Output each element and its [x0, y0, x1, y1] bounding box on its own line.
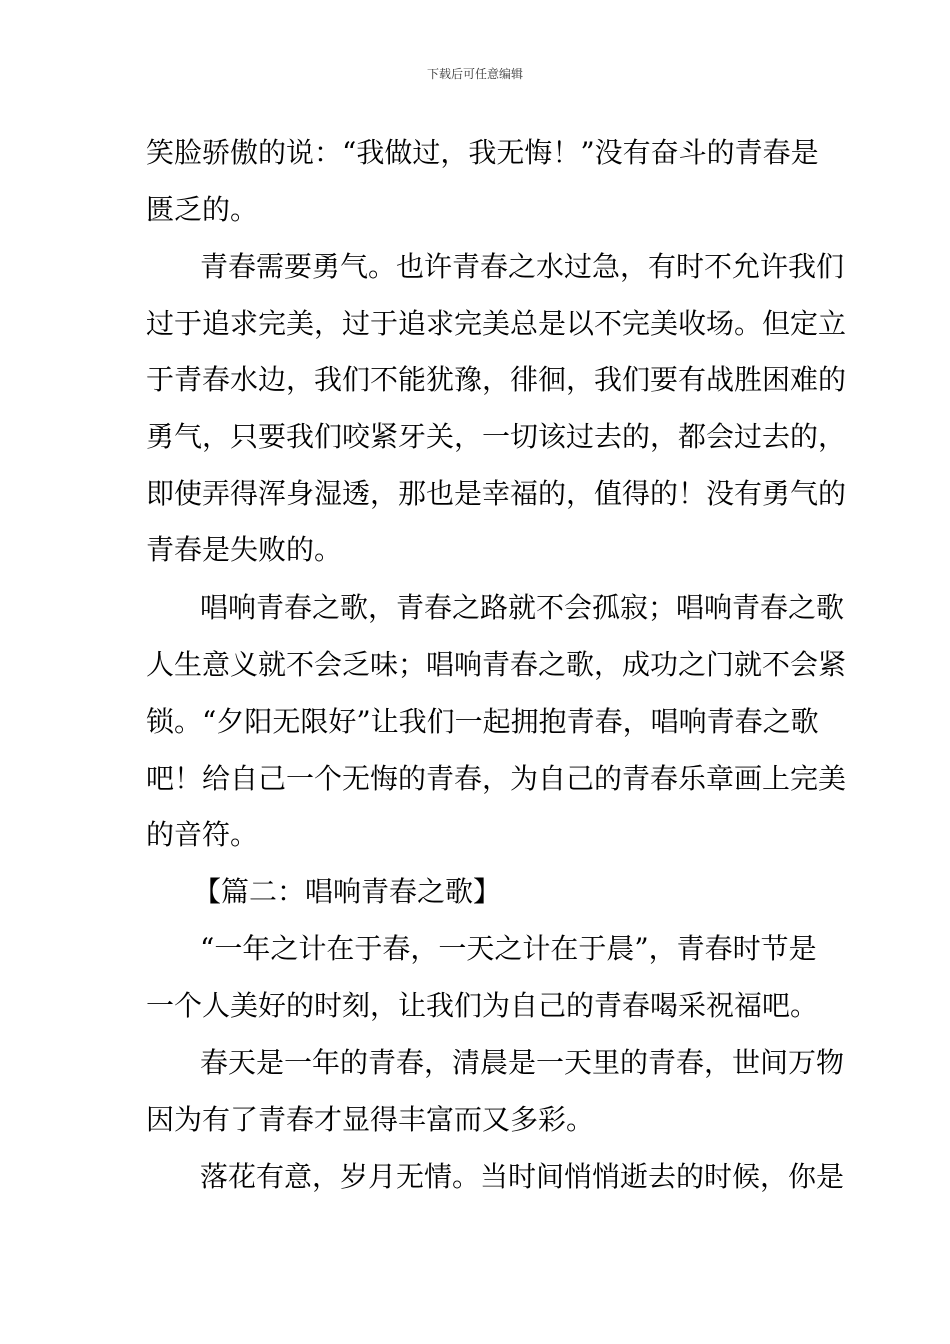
paragraph-first-line: 春天是一年的青春，清晨是一天里的青春，世间万物: [200, 1046, 845, 1079]
text-line: 匮乏的。: [146, 193, 259, 226]
paragraph-first-line: “一年之计在于春，一天之计在于晨”，青春时节是: [200, 932, 817, 965]
paragraph-first-line: 落花有意，岁月无情。当时间悄悄逝去的时候，你是: [200, 1160, 845, 1193]
text-line: 锁。“夕阳无限好”让我们一起拥抱青春，唱响青春之歌: [146, 705, 819, 738]
paragraph-first-line: 唱响青春之歌，青春之路就不会孤寂；唱响青春之歌: [200, 591, 845, 624]
text-line: 即使弄得浑身湿透，那也是幸福的，值得的！没有勇气的: [146, 477, 847, 510]
text-line: 的音符。: [146, 818, 259, 851]
text-line: 青春是失败的。: [146, 533, 343, 566]
text-line: 勇气，只要我们咬紧牙关，一切该过去的，都会过去的，: [146, 420, 847, 453]
text-line: 吧！给自己一个无悔的青春，为自己的青春乐章画上完美: [146, 762, 847, 795]
text-line: 过于追求完美，过于追求完美总是以不完美收场。但定立: [146, 307, 847, 340]
paragraph-first-line: 青春需要勇气。也许青春之水过急，有时不允许我们: [200, 250, 845, 283]
text-line: 于青春水边，我们不能犹豫，徘徊，我们要有战胜困难的: [146, 363, 847, 396]
text-line: 一个人美好的时刻，让我们为自己的青春喝采祝福吧。: [146, 989, 819, 1022]
text-line: 人生意义就不会乏味；唱响青春之歌，成功之门就不会紧: [146, 648, 847, 681]
text-line: 因为有了青春才显得丰富而又多彩。: [146, 1103, 595, 1136]
section-heading: 【篇二：唱响青春之歌】: [193, 875, 502, 908]
page-header: 下载后可任意编辑: [426, 67, 523, 81]
text-line: 笑脸骄傲的说：“我做过，我无悔！”没有奋斗的青春是: [146, 136, 819, 169]
